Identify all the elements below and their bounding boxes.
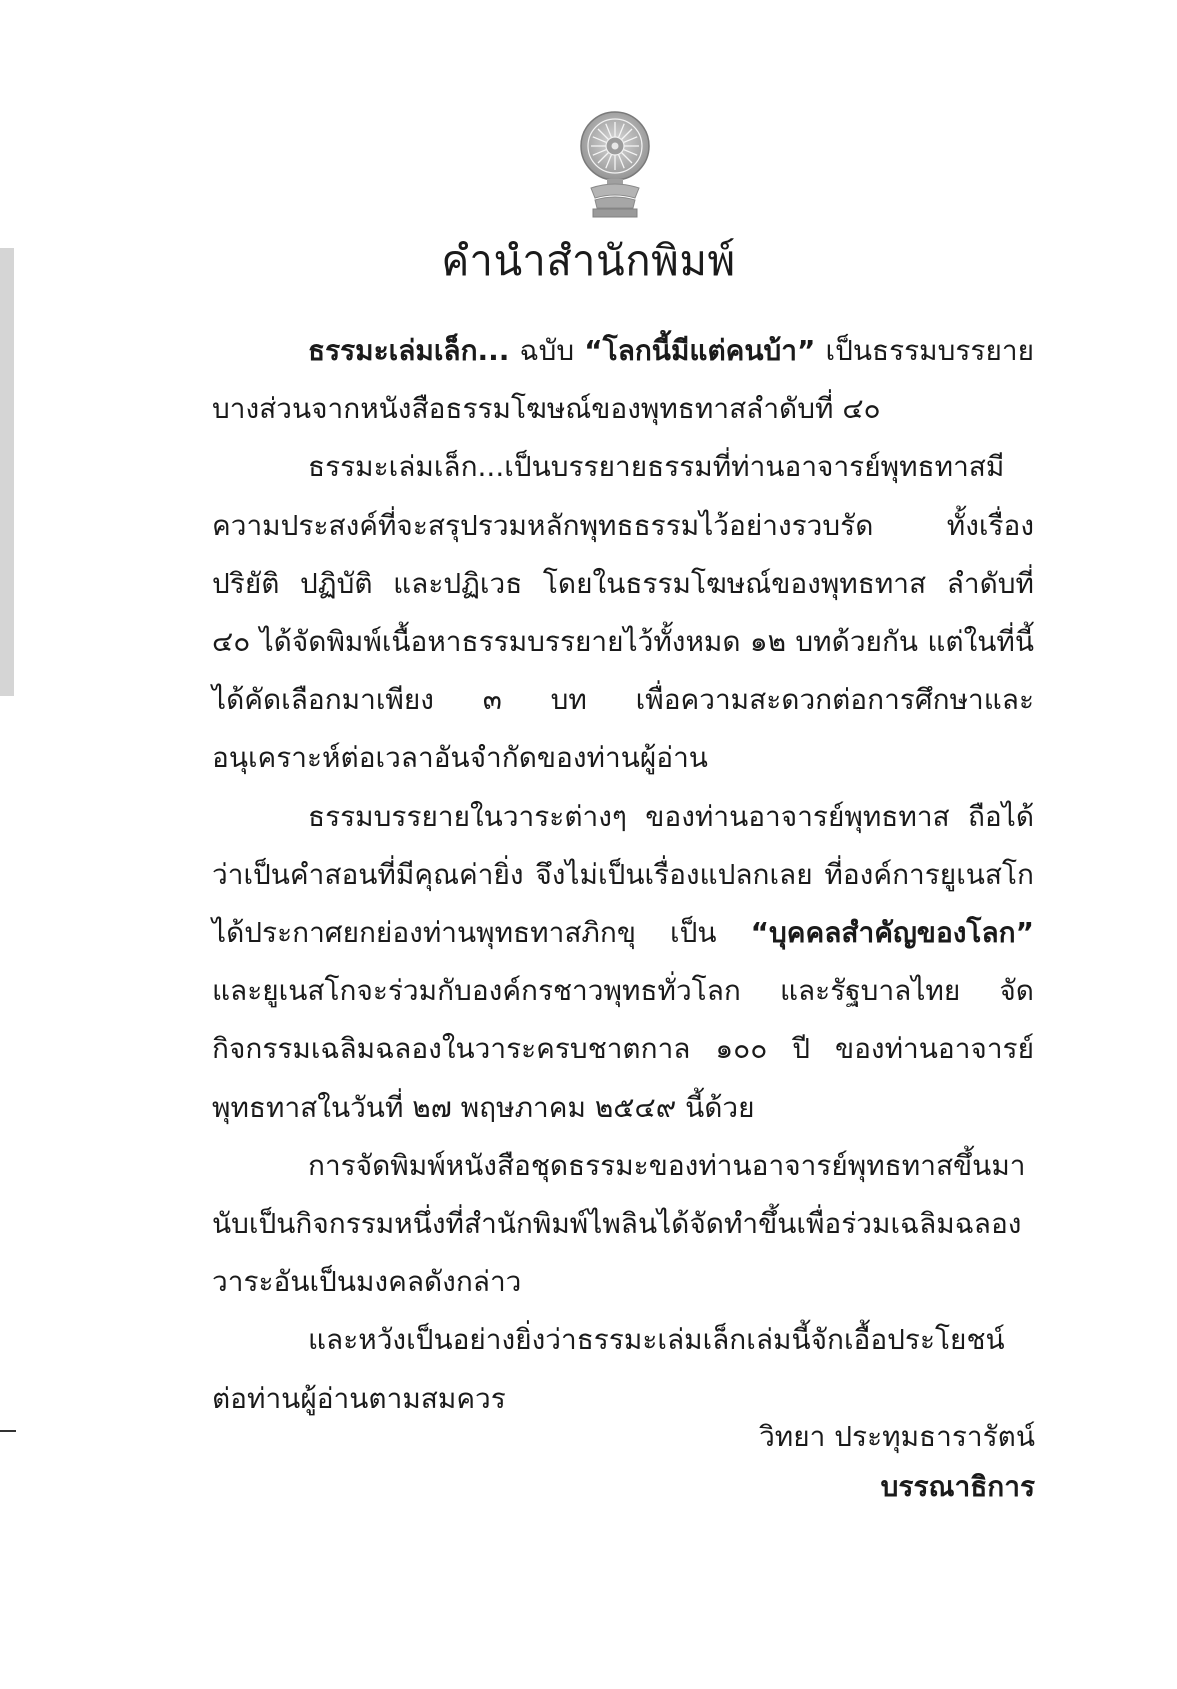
paragraph-2: ธรรมะเล่มเล็ก...เป็นบรรยายธรรมที่ท่านอาจารย์พุทธทาสมีความประสงค์ที่จะสรุปรวมหลักพุทธธรรมไว้อย่างรวบรัด ทั้งเรื่องปริยัติ ปฏิบัติ และปฏิเวธ โดยในธรรมโฆษณ์ของพุทธทาส ลำดับที่ ๔๐ ได้จัดพิมพ์เนื้อหาธรรมบรรยายไว้ทั้งหมด ๑๒ บทด้วยกัน แต่ในที่นี้ได้คัดเลือกมาเพียง ๓ บท เพื่อความสะดวกต่อการศึกษาและอนุเคราะห์ต่อเวลาอันจำกัดของท่านผู้อ่าน — [212, 450, 1034, 775]
dharmachakra-emblem-icon — [577, 108, 653, 220]
page-title: คำนำสำนักพิมพ์ — [441, 236, 736, 285]
paragraph-text: เป็นธรรมบรรยายบางส่วนจากหนังสือธรรมโฆษณ์ของพุทธทาสลำดับที่ ๔๐ — [212, 334, 1034, 426]
paragraph-1 — [212, 322, 1034, 438]
paragraph-text: ฉบับ — [509, 334, 585, 367]
book-title: “โลกนี้มีแต่คนบ้า” — [584, 334, 816, 367]
page-edge-tick — [0, 1430, 16, 1432]
signature-block — [759, 1412, 1035, 1512]
book-series-name: ธรรมะเล่มเล็ก... — [308, 334, 510, 367]
paragraph-text: และยูเนสโกจะร่วมกับองค์กรชาวพุทธทั่วโลก และรัฐบาลไทย จัดกิจกรรมเฉลิมฉลองในวาระครบชาตกาล ๑๐๐ ปี ของท่านอาจารย์พุทธทาสในวันที่ ๒๗ พฤษภาคม ๒๕๔๙ นี้ด้วย — [212, 974, 1034, 1124]
editor-name: วิทยา ประทุมธารารัตน์ — [759, 1420, 1035, 1453]
paragraph-5: และหวังเป็นอย่างยิ่งว่าธรรมะเล่มเล็กเล่มนี้จักเอื้อประโยชน์ต่อท่านผู้อ่านตามสมควร — [212, 1323, 1005, 1415]
preface-body — [212, 322, 1034, 1428]
emphasis-title: “บุคคลสำคัญของโลก” — [750, 916, 1034, 950]
page-edge-bar — [0, 248, 14, 696]
paragraph-4: การจัดพิมพ์หนังสือชุดธรรมะของท่านอาจารย์พุทธทาสขึ้นมา นับเป็นกิจกรรมหนึ่งที่สำนักพิมพ์ไพลินได้จัดทำขึ้นเพื่อร่วมเฉลิมฉลองวาระอันเป็นมงคลดังกล่าว — [212, 1148, 1026, 1299]
editor-role: บรรณาธิการ — [880, 1470, 1035, 1503]
paragraph-3 — [212, 788, 1034, 1137]
paragraph-text: ธรรมบรรยายในวาระต่างๆ ของท่านอาจารย์พุทธทาส ถือได้ว่าเป็นคำสอนที่มีคุณค่ายิ่ง จึงไม่เป็นเรื่องแปลกเลย ที่องค์การยูเนสโก ได้ประกาศยกย่องท่านพุทธทาสภิกขุ เป็น — [212, 799, 1034, 950]
